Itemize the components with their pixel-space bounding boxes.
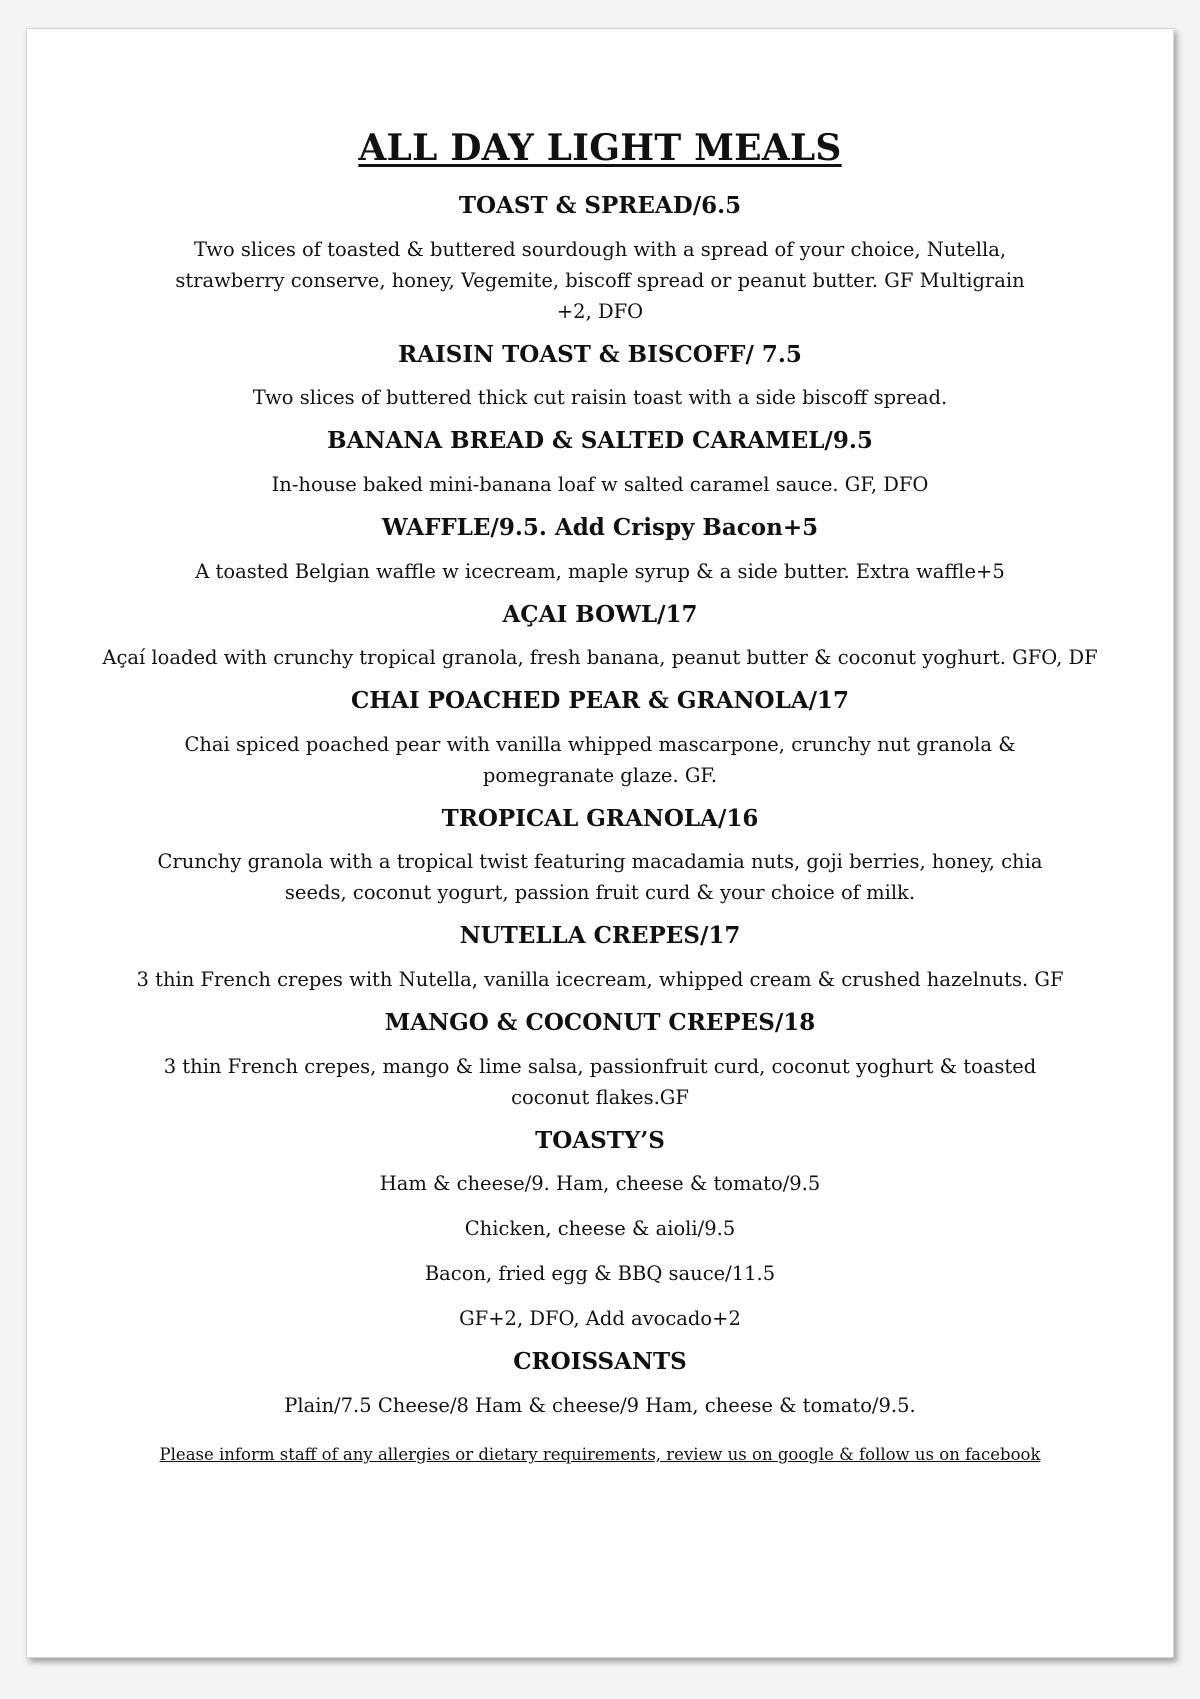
item-desc-acai-bowl: Açaí loaded with crunchy tropical granola, fresh banana, peanut butter & coconut yoghurt. GFO, DF	[102, 646, 1098, 670]
menu-content	[27, 127, 1173, 1465]
item-name-tropical-granola: TROPICAL GRANOLA/16	[441, 804, 759, 832]
item-desc-raisin-toast: Two slices of buttered thick cut raisin toast with a side biscoff spread.	[252, 386, 948, 410]
item-name-nutella-crepes: NUTELLA CREPES/17	[459, 922, 741, 950]
item-name-mango-crepes: MANGO & COCONUT CREPES/18	[384, 1008, 816, 1036]
item-name-chai-pear: CHAI POACHED PEAR & GRANOLA/17	[351, 687, 849, 715]
item-name-waffle: WAFFLE/9.5. Add Crispy Bacon+5	[381, 513, 819, 541]
toasties-line: Chicken, cheese & aioli/9.5	[464, 1217, 736, 1241]
toasties-line: Ham & cheese/9. Ham, cheese & tomato/9.5	[379, 1172, 821, 1196]
item-name-raisin-toast: RAISIN TOAST & BISCOFF/ 7.5	[398, 340, 802, 368]
menu-page	[26, 28, 1174, 1658]
item-name-toast-spread: TOAST & SPREAD/6.5	[458, 192, 742, 220]
toasties-line: Bacon, fried egg & BBQ sauce/11.5	[424, 1262, 776, 1286]
item-desc-tropical-granola: Crunchy granola with a tropical twist featuring macadamia nuts, goji berries, honey, chia seeds, coconut yogurt, passion fruit curd & your choice of milk.	[157, 850, 1043, 905]
item-desc-waffle: A toasted Belgian waffle w icecream, maple syrup & a side butter. Extra waffle+5	[195, 559, 1005, 583]
item-name-acai-bowl: AÇAI BOWL/17	[502, 600, 698, 628]
item-desc-banana-bread: In-house baked mini-banana loaf w salted caramel sauce. GF, DFO	[271, 472, 929, 496]
item-desc-chai-pear: Chai spiced poached pear with vanilla whipped mascarpone, crunchy nut granola & pomegranate glaze. GF.	[184, 732, 1016, 787]
item-name-banana-bread: BANANA BREAD & SALTED CARAMEL/9.5	[327, 427, 873, 455]
item-desc-croissants: Plain/7.5 Cheese/8 Ham & cheese/9 Ham, cheese & tomato/9.5.	[284, 1393, 916, 1417]
menu-title: ALL DAY LIGHT MEALS	[358, 127, 842, 169]
item-desc-mango-crepes: 3 thin French crepes, mango & lime salsa, passionfruit curd, coconut yoghurt & toasted coconut flakes.GF	[163, 1054, 1037, 1109]
allergy-footer-note: Please inform staff of any allergies or dietary requirements, review us on google & follow us on facebook	[159, 1444, 1041, 1464]
toasties-line: GF+2, DFO, Add avocado+2	[459, 1307, 741, 1331]
item-desc-toast-spread: Two slices of toasted & buttered sourdough with a spread of your choice, Nutella, strawberry conserve, honey, Vegemite, biscoff spread or peanut butter. GF Multigrain +2, DFO	[175, 237, 1025, 323]
item-name-croissants: CROISSANTS	[513, 1348, 687, 1376]
item-desc-nutella-crepes: 3 thin French crepes with Nutella, vanilla icecream, whipped cream & crushed hazelnuts. GF	[136, 967, 1064, 991]
item-name-toasties: TOASTY’S	[535, 1126, 665, 1154]
